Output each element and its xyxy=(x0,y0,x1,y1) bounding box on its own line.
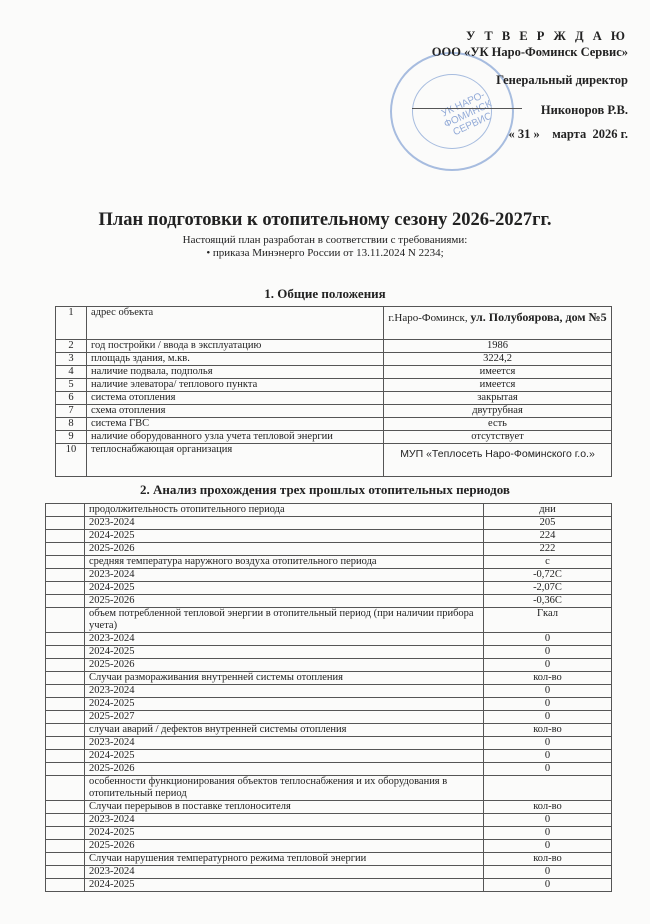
blank-cell xyxy=(46,724,85,737)
blank-cell xyxy=(46,659,85,672)
unit-cell: кол-во xyxy=(484,672,612,685)
table-row xyxy=(56,405,612,418)
general-info-table xyxy=(55,306,612,477)
approval-name: Никоноров Р.В. xyxy=(540,103,628,117)
document-subtitle xyxy=(0,234,650,260)
value-cell: -0,72С xyxy=(484,569,612,582)
value-cell: 0 xyxy=(484,763,612,776)
table-row xyxy=(46,569,612,582)
table-row xyxy=(46,724,612,737)
value-cell: 205 xyxy=(484,517,612,530)
row-number: 4 xyxy=(56,366,87,379)
table-row xyxy=(46,879,612,892)
period-label: 2024-2025 xyxy=(85,827,484,840)
table-row xyxy=(46,530,612,543)
row-number: 5 xyxy=(56,379,87,392)
value-cell: 0 xyxy=(484,711,612,724)
address-street: ул. Полубоярова, дом №5 xyxy=(470,310,607,324)
row-value: 1986 xyxy=(384,340,612,353)
blank-cell xyxy=(46,879,85,892)
row-number: 10 xyxy=(56,444,87,477)
row-label: система отопления xyxy=(87,392,384,405)
row-label: схема отопления xyxy=(87,405,384,418)
table-row xyxy=(46,646,612,659)
indicator-label: особенности функционирования объектов теплоснабжения и их оборудования в отопительный период xyxy=(85,776,484,801)
indicator-label: Случаи перерывов в поставке теплоносителя xyxy=(85,801,484,814)
value-cell: 0 xyxy=(484,633,612,646)
unit-cell: кол-во xyxy=(484,853,612,866)
period-label: 2023-2024 xyxy=(85,633,484,646)
stamp-text: УК НАРО-ФОМИНСК СЕРВИС xyxy=(439,89,494,139)
indicator-label: случаи аварий / дефектов внутренней системы отопления xyxy=(85,724,484,737)
table-row xyxy=(46,737,612,750)
table-row xyxy=(56,431,612,444)
table-row xyxy=(46,840,612,853)
section-1-heading: 1. Общие положения xyxy=(264,286,386,301)
row-label: площадь здания, м.кв. xyxy=(87,353,384,366)
table-row xyxy=(46,685,612,698)
row-label: адрес объекта xyxy=(87,307,384,340)
approval-position: Генеральный директор xyxy=(496,73,628,87)
row-number: 2 xyxy=(56,340,87,353)
table-row xyxy=(46,776,612,801)
blank-cell xyxy=(46,840,85,853)
row-label: год постройки / ввода в эксплуатацию xyxy=(87,340,384,353)
blank-cell xyxy=(46,582,85,595)
unit-cell: кол-во xyxy=(484,801,612,814)
table-row xyxy=(46,659,612,672)
value-cell: -0,36С xyxy=(484,595,612,608)
table-row xyxy=(46,827,612,840)
heating-periods-table xyxy=(45,503,612,892)
table-row xyxy=(56,418,612,431)
approval-block xyxy=(432,30,628,150)
table-row xyxy=(46,698,612,711)
row-label: теплоснабжающая организация xyxy=(87,444,384,477)
period-label: 2024-2025 xyxy=(85,530,484,543)
value-cell: 0 xyxy=(484,879,612,892)
row-value xyxy=(384,307,612,340)
period-label: 2024-2025 xyxy=(85,750,484,763)
table-row xyxy=(46,582,612,595)
blank-cell xyxy=(46,853,85,866)
blank-cell xyxy=(46,685,85,698)
table-row xyxy=(56,353,612,366)
row-number: 6 xyxy=(56,392,87,405)
table-row xyxy=(56,340,612,353)
row-label: наличие оборудованного узла учета тепловой энергии xyxy=(87,431,384,444)
blank-cell xyxy=(46,711,85,724)
row-number: 1 xyxy=(56,307,87,340)
table-row xyxy=(46,556,612,569)
period-label: 2025-2026 xyxy=(85,659,484,672)
blank-cell xyxy=(46,517,85,530)
table-row xyxy=(46,711,612,724)
approval-organization: ООО «УК Наро-Фоминск Сервис» xyxy=(431,45,628,59)
blank-cell xyxy=(46,569,85,582)
row-value: двутрубная xyxy=(384,405,612,418)
table-row xyxy=(46,801,612,814)
blank-cell xyxy=(46,530,85,543)
row-number: 3 xyxy=(56,353,87,366)
blank-cell xyxy=(46,698,85,711)
table-row xyxy=(46,595,612,608)
table-row xyxy=(46,750,612,763)
row-value: закрытая xyxy=(384,392,612,405)
blank-cell xyxy=(46,543,85,556)
address-city: г.Наро-Фоминск, xyxy=(388,312,471,324)
row-label: наличие элеватора/ теплового пункта xyxy=(87,379,384,392)
table-row xyxy=(46,504,612,517)
indicator-label: продолжительность отопительного периода xyxy=(85,504,484,517)
period-label: 2023-2024 xyxy=(85,737,484,750)
row-value: имеется xyxy=(384,379,612,392)
period-label: 2025-2027 xyxy=(85,711,484,724)
unit-cell: дни xyxy=(484,504,612,517)
period-label: 2025-2026 xyxy=(85,763,484,776)
value-cell: 0 xyxy=(484,814,612,827)
table-row xyxy=(56,379,612,392)
period-label: 2023-2024 xyxy=(85,814,484,827)
period-label: 2024-2025 xyxy=(85,879,484,892)
value-cell: 0 xyxy=(484,866,612,879)
table-row xyxy=(56,444,612,477)
table-row xyxy=(46,543,612,556)
table-row xyxy=(46,814,612,827)
period-label: 2025-2026 xyxy=(85,595,484,608)
blank-cell xyxy=(46,556,85,569)
blank-cell xyxy=(46,672,85,685)
row-value: 3224,2 xyxy=(384,353,612,366)
row-value: имеется xyxy=(384,366,612,379)
table-row xyxy=(46,763,612,776)
value-cell: 0 xyxy=(484,827,612,840)
period-label: 2024-2025 xyxy=(85,646,484,659)
indicator-label: Случаи размораживания внутренней системы отопления xyxy=(85,672,484,685)
blank-cell xyxy=(46,814,85,827)
row-value: МУП «Теплосеть Наро-Фоминского г.о.» xyxy=(384,444,612,477)
document-title: План подготовки к отопительному сезону 2026-2027гг. xyxy=(98,210,552,230)
subtitle-line-2: • приказа Минэнерго России от 13.11.2024 N 2234; xyxy=(206,247,444,259)
table-row xyxy=(56,392,612,405)
table-row xyxy=(46,672,612,685)
period-label: 2024-2025 xyxy=(85,582,484,595)
section-2-heading: 2. Анализ прохождения трех прошлых отопительных периодов xyxy=(140,482,510,497)
row-number: 9 xyxy=(56,431,87,444)
unit-cell: кол-во xyxy=(484,724,612,737)
value-cell: 0 xyxy=(484,698,612,711)
unit-cell: с xyxy=(484,556,612,569)
value-cell: 0 xyxy=(484,840,612,853)
table-row xyxy=(46,853,612,866)
value-cell: 224 xyxy=(484,530,612,543)
row-label: система ГВС xyxy=(87,418,384,431)
blank-cell xyxy=(46,763,85,776)
row-number: 7 xyxy=(56,405,87,418)
blank-cell xyxy=(46,608,85,633)
value-cell: 0 xyxy=(484,646,612,659)
row-number: 8 xyxy=(56,418,87,431)
value-cell: 0 xyxy=(484,737,612,750)
approval-date: « 31 » марта 2026 г. xyxy=(508,127,628,141)
indicator-label: средняя температура наружного воздуха отопительного периода xyxy=(85,556,484,569)
period-label: 2023-2024 xyxy=(85,517,484,530)
table-row xyxy=(56,366,612,379)
blank-cell xyxy=(46,750,85,763)
unit-cell: Гкал xyxy=(484,608,612,633)
blank-cell xyxy=(46,646,85,659)
unit-cell xyxy=(484,776,612,801)
row-value: отсутствует xyxy=(384,431,612,444)
blank-cell xyxy=(46,776,85,801)
table-row xyxy=(46,866,612,879)
indicator-label: объем потребленной тепловой энергии в отопительный период (при наличии прибора учета) xyxy=(85,608,484,633)
value-cell: 222 xyxy=(484,543,612,556)
period-label: 2023-2024 xyxy=(85,866,484,879)
row-value: есть xyxy=(384,418,612,431)
blank-cell xyxy=(46,504,85,517)
value-cell: -2,07С xyxy=(484,582,612,595)
value-cell: 0 xyxy=(484,659,612,672)
subtitle-line-1: Настоящий план разработан в соответствии с требованиями: xyxy=(182,234,468,246)
blank-cell xyxy=(46,633,85,646)
period-label: 2023-2024 xyxy=(85,569,484,582)
row-label: наличие подвала, подполья xyxy=(87,366,384,379)
period-label: 2024-2025 xyxy=(85,698,484,711)
blank-cell xyxy=(46,866,85,879)
period-label: 2025-2026 xyxy=(85,840,484,853)
approval-title: У Т В Е Р Ж Д А Ю xyxy=(466,29,628,43)
blank-cell xyxy=(46,737,85,750)
table-row xyxy=(46,517,612,530)
table-row xyxy=(56,307,612,340)
period-label: 2023-2024 xyxy=(85,685,484,698)
table-row xyxy=(46,633,612,646)
blank-cell xyxy=(46,801,85,814)
table-row xyxy=(46,608,612,633)
indicator-label: Случаи нарушения температурного режима тепловой энергии xyxy=(85,853,484,866)
blank-cell xyxy=(46,595,85,608)
period-label: 2025-2026 xyxy=(85,543,484,556)
blank-cell xyxy=(46,827,85,840)
value-cell: 0 xyxy=(484,685,612,698)
value-cell: 0 xyxy=(484,750,612,763)
